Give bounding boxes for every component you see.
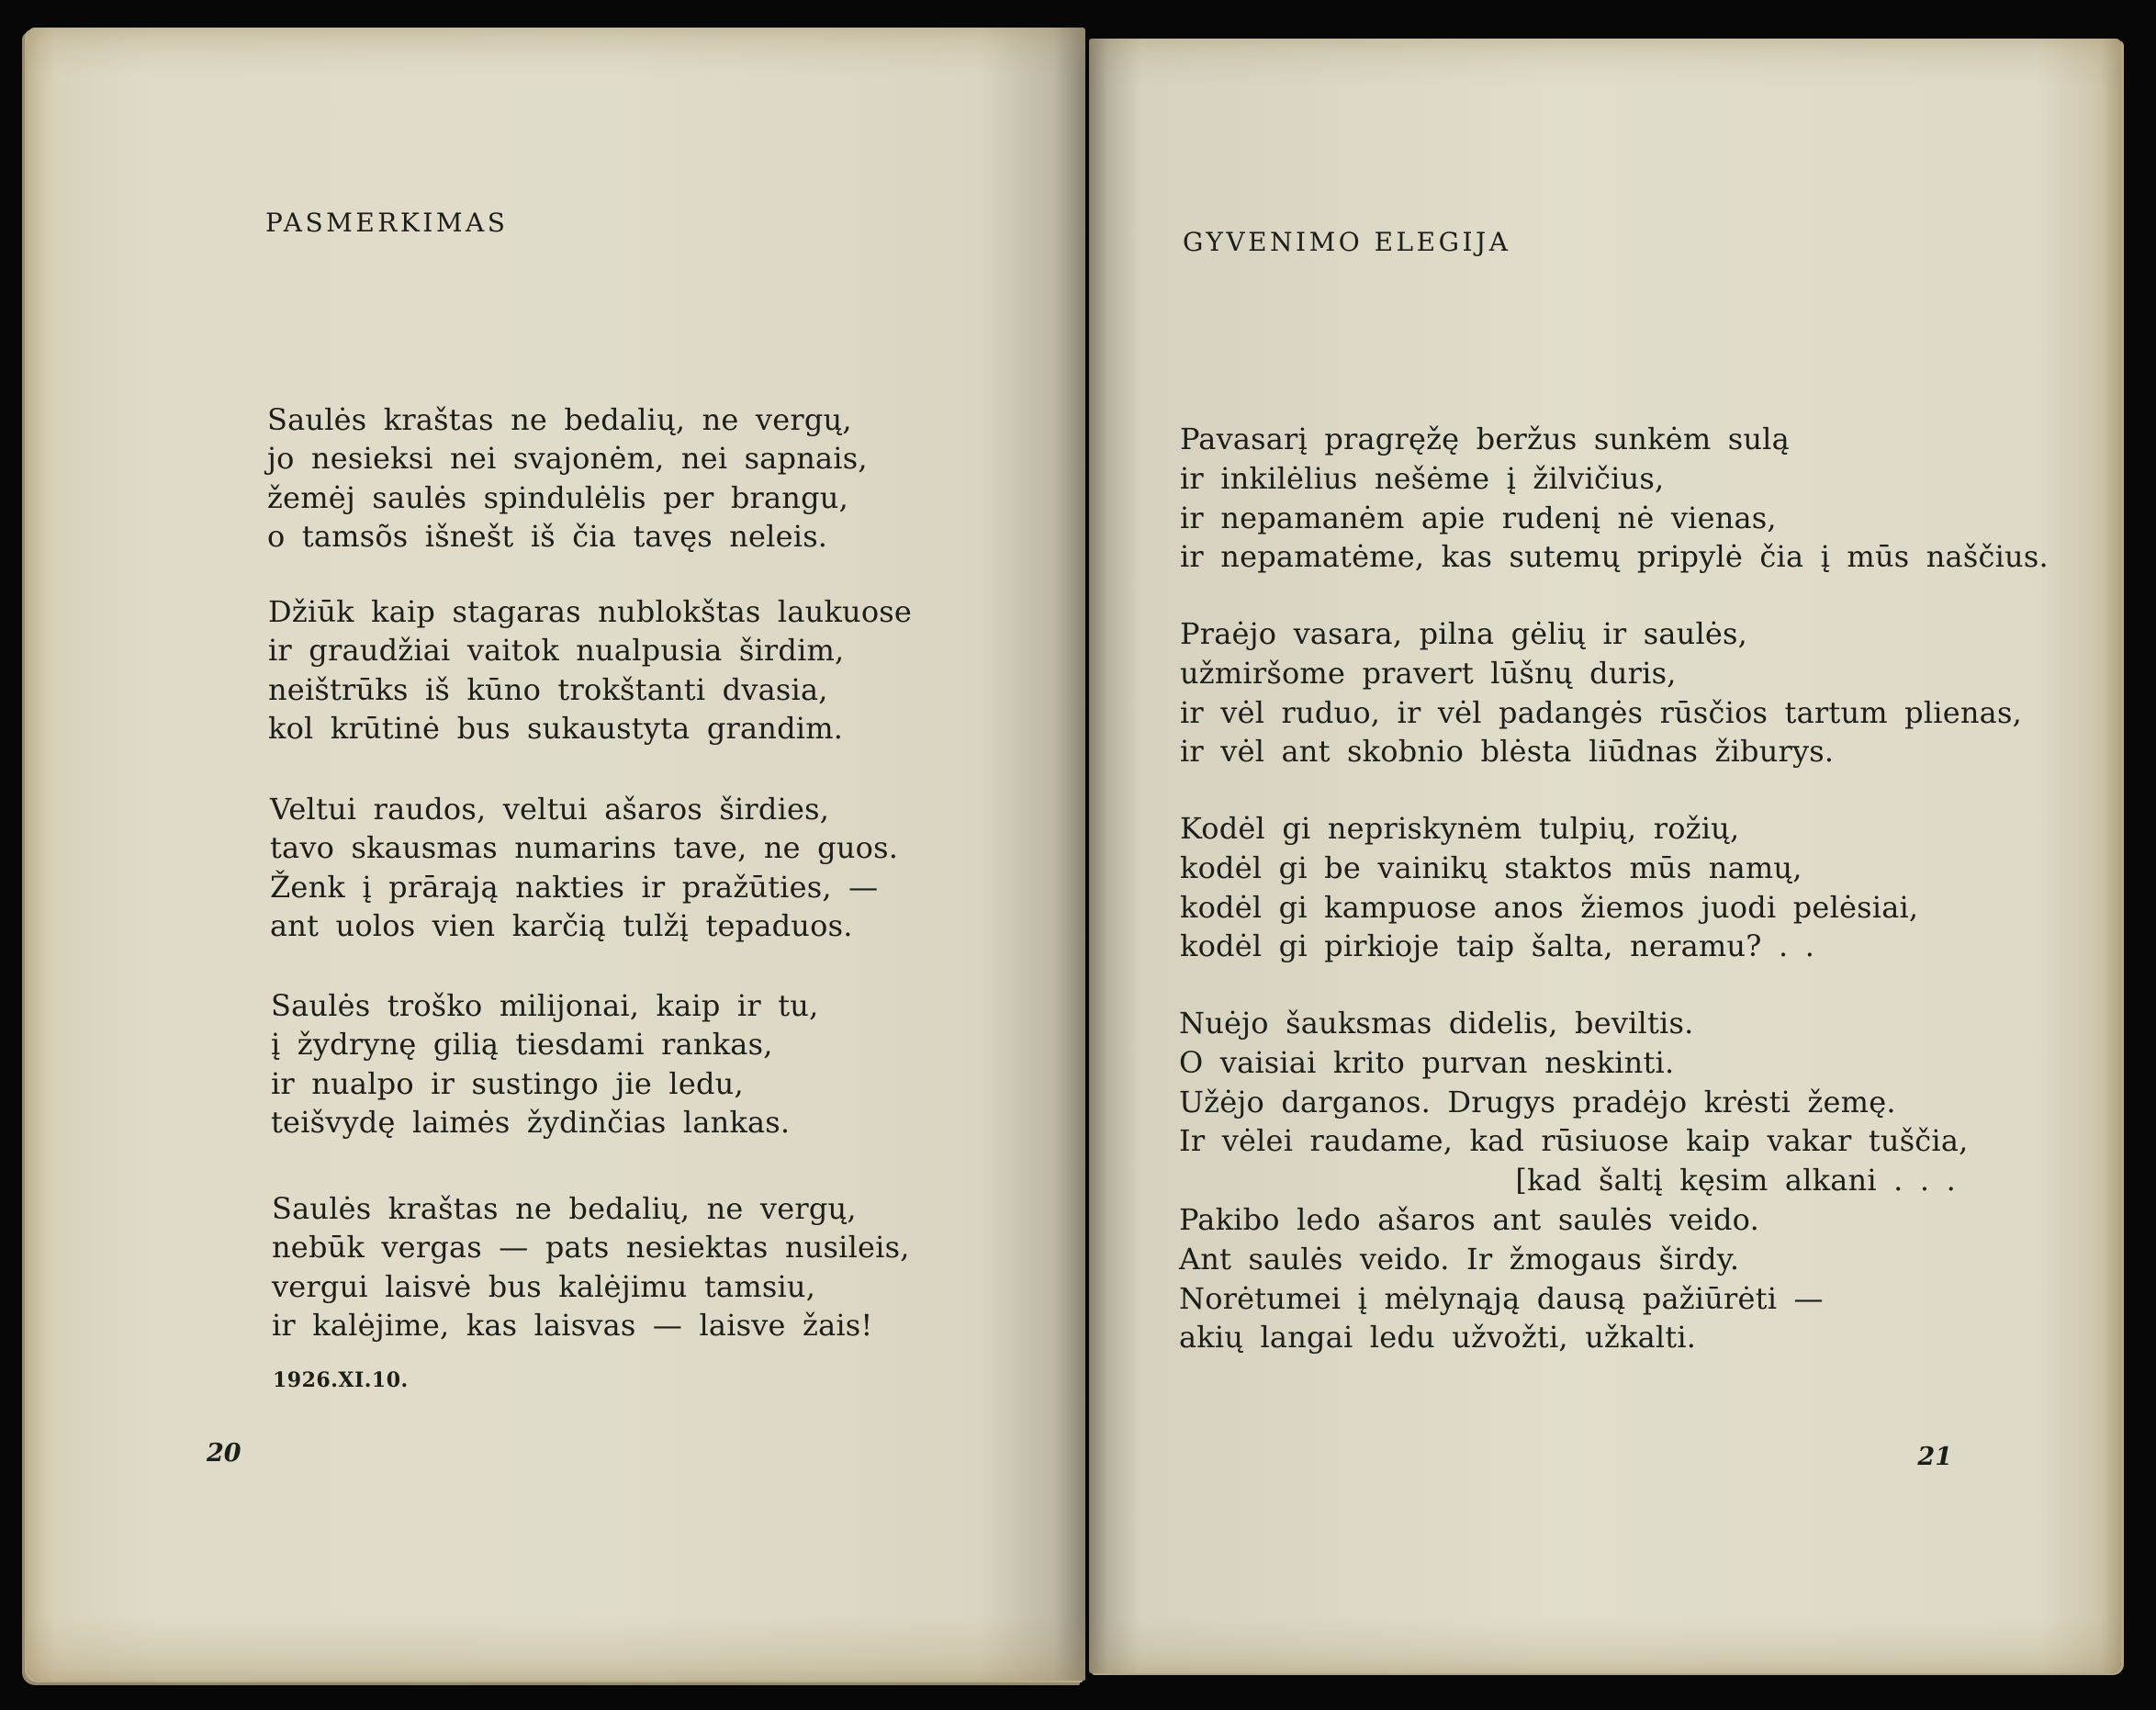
poem-line: Norėtumei į mėlynąją dausą pažiūrėti — [1179,1280,1824,1316]
poem-line: ir nepamatėme, kas sutemų pripylė čia į mūs naščius. [1180,539,2049,575]
poem-date: 1926.XI.10. [273,1368,409,1392]
poem-line: Saulės kraštas ne bedalių, ne vergų, [267,402,852,437]
stanza [271,986,818,1142]
poem-line: Veltui raudos, veltui ašaros širdies, [270,792,830,827]
stanza [267,400,868,557]
stanza [272,1189,910,1345]
poem-line: ir nualpo ir sustingo jie ledu, [271,1065,744,1101]
poem-line: akių langai ledu užvožti, užkalti. [1179,1320,1697,1356]
stanza [1180,614,2022,771]
poem-line: Pakibo ledo ašaros ant saulės veido. [1179,1201,1759,1237]
poem-line: tavo skausmas numarins tave, ne guos. [270,830,899,866]
poem-line: ir inkilėlius nešėme į žilvičius, [1180,460,1665,496]
poem-line: Ir vėlei raudame, kad rūsiuose kaip vakar tuščia, [1179,1123,1969,1159]
poem-line: ir graudžiai vaitok nualpusia širdim, [268,633,845,669]
poem-line: nebūk vergas — pats nesiektas nusileis, [272,1230,910,1266]
poem-line: ir nepamanėm apie rudenį nė vienas, [1180,500,1777,535]
poem-line-continuation: [kad šaltį kęsim alkani . . . [1515,1163,1956,1198]
poem-line: teišvydę laimės žydinčias lankas. [271,1105,791,1141]
poem-line: Ženk į prārają nakties ir pražūties, — [270,869,879,905]
stanza [1179,1004,1969,1357]
poem-line: Ant saulės veido. Ir žmogaus širdy. [1179,1241,1740,1277]
poem-line: Nuėjo šauksmas didelis, beviltis. [1179,1006,1694,1041]
poem-line: Užėjo darganos. Drugys pradėjo krėsti žemę. [1179,1084,1896,1119]
poem-line: ir vėl ruduo, ir vėl padangės rūsčios tartum plienas, [1180,694,2022,730]
poem-line: Saulės troško milijonai, kaip ir tu, [271,988,819,1023]
right-page [1089,39,2121,1673]
poem-line: vergui laisvė bus kalėjimu tamsiu, [272,1268,816,1304]
poem-line: Praėjo vasara, pilna gėlių ir saulės, [1180,616,1748,651]
poem-line: į žydrynę gilią tiesdami rankas, [271,1027,773,1063]
page-number: 21 [1917,1443,1952,1471]
left-page [28,28,1085,1681]
poem-line: ir vėl ant skobnio blėsta liūdnas žiburys. [1180,734,1835,770]
poem-line: jo nesieksi nei svajonėm, nei sapnais, [267,441,868,477]
stanza [1180,420,2049,577]
poem-line: kodėl gi be vainikų staktos mūs namų, [1180,849,1802,885]
poem-line: Saulės kraštas ne bedalių, ne vergų, [272,1191,857,1226]
poem-line: Pavasarį pragręžę beržus sunkėm sulą [1180,422,1790,456]
poem-line: O vaisiai krito purvan neskinti. [1179,1044,1675,1080]
poem-line: ant uolos vien karčią tulžį tepaduos. [270,908,853,944]
poem-line: neištrūks iš kūno trokštanti dvasia, [268,671,828,707]
poem-line: Džiūk kaip stagaras nublokštas laukuose [268,594,913,629]
poem-title: PASMERKIMAS [265,208,509,238]
poem-line: žemėj saulės spindulėlis per brangu, [267,479,848,515]
poem-line: o tamsõs išnešt iš čia tavęs neleis. [267,519,828,555]
stanza [1180,809,1918,966]
stanza [268,592,912,748]
poem-line: kodėl gi pirkioje taip šalta, neramu? . . [1180,928,1815,964]
stanza [270,790,898,946]
poem-line: kol krūtinė bus sukaustyta grandim. [268,711,844,747]
page-number: 20 [207,1439,241,1468]
poem-title: GYVENIMO ELEGIJA [1183,227,1511,257]
poem-line: kodėl gi kampuose anos žiemos juodi pelėsiai, [1180,889,1919,925]
poem-line: užmiršome pravert lūšnų duris, [1180,655,1677,691]
poem-line: ir kalėjime, kas laisvas — laisve žais! [272,1308,873,1344]
poem-line: Kodėl gi nepriskynėm tulpių, rožių, [1180,811,1740,846]
